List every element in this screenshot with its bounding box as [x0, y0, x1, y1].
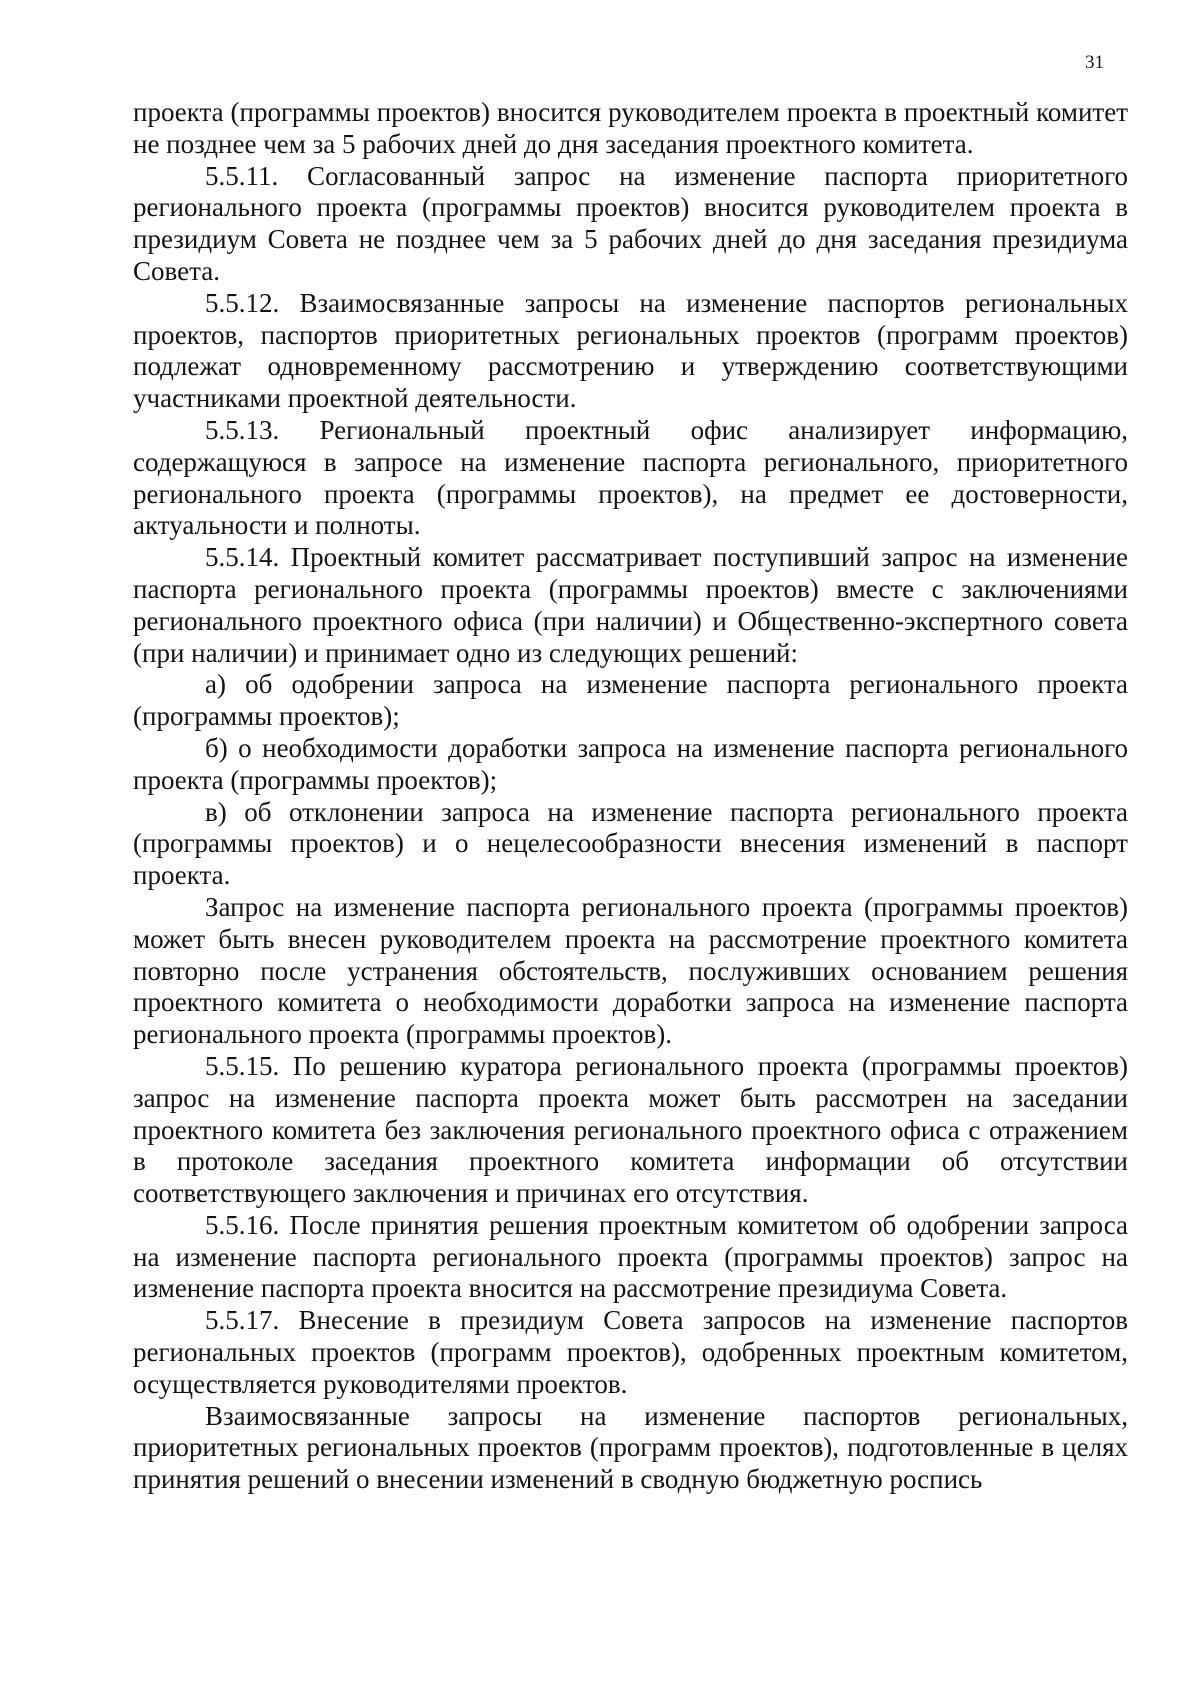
paragraph-5-5-15: 5.5.15. По решению куратора регионального проекта (программы проектов) запрос на изменение паспорта проекта может быть рассмотрен на заседании проектного комитета без заключения регионального проектного офиса с отражением в протоколе заседания проектного комитета информации об отсутствии соответствующего заключения и причинах его отсутствия.: [133, 1050, 1128, 1209]
paragraph-interrelated-requests: Взаимосвязанные запросы на изменение паспортов региональных, приоритетных региональных проектов (программ проектов), подготовленные в целях принятия решений о внесении изменений в сводную бюджетную роспись: [133, 1400, 1128, 1495]
paragraph-5-5-14: 5.5.14. Проектный комитет рассматривает поступивший запрос на изменение паспорта регионального проекта (программы проектов) вместе с заключениями регионального проектного офиса (при наличии) и Общественно-экспертного совета (при наличии) и принимает одно из следующих решений:: [133, 542, 1128, 668]
list-item-a: а) об одобрении запроса на изменение паспорта регионального проекта (программы проектов);: [133, 669, 1128, 732]
paragraph-5-5-13: 5.5.13. Региональный проектный офис анализирует информацию, содержащуюся в запросе на изменение паспорта регионального, приоритетного регионального проекта (программы проектов), на предмет ее достоверности, актуальности и полноты.: [133, 414, 1128, 541]
paragraph-resubmission: Запрос на изменение паспорта регионального проекта (программы проектов) может быть внесен руководителем проекта на рассмотрение проектного комитета повторно после устранения обстоятельств, послуживших основанием решения проектного комитета о необходимости доработки запроса на изменение паспорта регионального проекта (программы проектов).: [133, 891, 1128, 1050]
list-item-v: в) об отклонении запроса на изменение паспорта регионального проекта (программы проектов) и о нецелесообразности внесения изменений в паспорт проекта.: [133, 796, 1128, 891]
body-text: [133, 97, 1128, 1496]
paragraph-5-5-17: 5.5.17. Внесение в президиум Совета запросов на изменение паспортов региональных проектов (программ проектов), одобренных проектным комитетом, осуществляется руководителями проектов.: [133, 1305, 1128, 1399]
paragraph-continuation: проекта (программы проектов) вносится руководителем проекта в проектный комитет не позднее чем за 5 рабочих дней до дня заседания проектного комитета.: [133, 97, 1128, 159]
paragraph-5-5-12: 5.5.12. Взаимосвязанные запросы на изменение паспортов региональных проектов, паспортов приоритетных региональных проектов (программ проектов) подлежат одновременному рассмотрению и утверждению соответствующими участниками проектной деятельности.: [133, 287, 1128, 414]
paragraph-5-5-16: 5.5.16. После принятия решения проектным комитетом об одобрении запроса на изменение паспорта регионального проекта (программы проектов) запрос на изменение паспорта проекта вносится на рассмотрение президиума Совета.: [133, 1209, 1128, 1304]
paragraph-5-5-11: 5.5.11. Согласованный запрос на изменение паспорта приоритетного регионального проекта (программы проектов) вносится руководителем проекта в президиум Совета не позднее чем за 5 рабочих дней до дня заседания президиума Совета.: [133, 160, 1128, 286]
list-item-b: б) о необходимости доработки запроса на изменение паспорта регионального проекта (программы проектов);: [133, 732, 1128, 795]
page-number: 31: [1085, 52, 1104, 73]
